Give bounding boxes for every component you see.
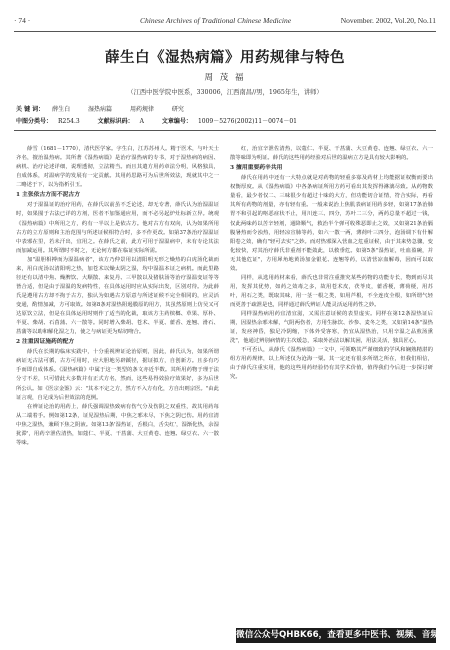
issue-date: November. 2002, Vol.20, No.11 xyxy=(340,16,436,25)
section-heading: 3 擅用重要药辛共用 xyxy=(230,165,283,172)
body-paragraph: 同样，从选用药材来看，薛氏也非常注重推究某些药物的功能专长，物到而尽其用，发挥其优势，如药之效毒之多，故用苍术皮，茯苓皮，藿香梗，薄荷梗，用苏叶，用石之类，既取其味，用一茎一根之类，如用芦根，不全连皮全根，如所谓气轻而更善于疏泄是也，同样通过薛氏辨证人能灵活运用药性之妙。 xyxy=(230,274,433,308)
running-header xyxy=(14,16,436,30)
page-number: · 74 · xyxy=(14,16,31,25)
keywords-line xyxy=(16,104,436,113)
section-heading: 1 主张依古方而不泥古方 xyxy=(16,192,81,199)
keyword: 薛生白 xyxy=(52,106,71,113)
section-heading: 2 注重因证施药的配方 xyxy=(16,339,75,346)
body-paragraph: 薛氏在长期的临床实践中，十分重视辨证论治原则，因此，薛氏认为，如果所谓病证无古法可循，古方可用时，应大胆地另辟蹊径，据证拟方，自创新方。且多有巧手而即自成体系。《湿热病篇》中属于这一类型的条文亦近半数。其所用药物于理于法分寸不差，只可惜此大多数并有正式方名，然而，这些易得效验疗效果好，多为后世所公认。如《医宗金鉴》云："其本不定之方，然方不入方有化，方自出则宗医。"由此证言观，自足成为后世效法的范例。 xyxy=(16,349,219,401)
keyword: 研究 xyxy=(171,106,184,113)
body-paragraph: 红，治宜辛泄佐清热，以蔻仁、半夏、干菖蒲、大豆黄卷、连翘、绿豆衣、六一散等味即为明证。薛氏的这些用药经验对后世的温病立方是具有较大影响的。 xyxy=(230,146,433,162)
keywords-label: 关 键 词： xyxy=(16,106,45,113)
classification-line xyxy=(16,116,436,125)
body-paragraph: 加"温胆相搏而为湿温病者"，该方乃仲景用以清阳明无形之燥热的白虎汤化裁而来，用白虎汤以清阳明之热，加苍术以燥太阴之湿，均中湿温本证之病机。而此里路径还有以清中焦、燥脾饮、大顺散、来复丹、三甲散以及猪肤汤等治疗湿温变证等等皆合适，但是由于湿温的发病特性，在具体运用时应从实际出发，区别对待。为此薛氏是遵用古方却不拘于古方，独认为如遇古方原意与所述证候不完全相同的，应灵活变通，酌情加减，方可取效。如第8条对湿热阻遏膜原的用方，其虽然原则上仿吴又可达原饮立法，但是在具体运用时则作了适当的化裁，取该方主药槟榔、草果、厚朴、半夏、柴胡、石菖蒲、六一散等。同时增入柴胡、苍术、半夏、藿香、连翘、滑石、菖蒲等以助和解化湿之力，使之与病证更为贴切吻合。 xyxy=(16,256,219,336)
left-column xyxy=(16,145,219,448)
meta-rule xyxy=(14,130,436,131)
body-paragraph: 不可否认，从薛氏《湿热病篇》一文中，可领略其严谨细致的学风和娴熟精湛的组方用药规律，以上所述仅为沧海一粟。其一定还有很多所谓之所在，但我们相信，由于薛氏注重实用，他的这些用药经验仍有其学术价值，值得我们今后进一步探讨研究。 xyxy=(230,347,433,381)
header-rule xyxy=(14,31,436,32)
wechat-banner: 微信公众号QHBK66，查看更多中医书、视频、音频 xyxy=(236,628,436,643)
body-paragraph: 薛雪（1681－1770），清代医学家。字生白，江苏苏州人。精于医术，与叶天士齐名，擅治温热病。其所著《湿热病篇》是治疗湿热病的专书，对于湿热病的病因、病机、治疗论述详细，说理透彻，立法精当。而且其遣方用药章法分明，风格独具，自成体系，对温病学的发展有一定贡献。其用药思路可为后世所效法，现就其中之一二略述于下，以为指析引玉。 xyxy=(16,146,219,189)
right-column xyxy=(230,145,433,382)
author-affiliation: （江西中医学院中医系，330006，江西南昌//男，1965年生，讲师） xyxy=(127,89,323,96)
article-author: 周 茂 福 xyxy=(204,73,246,83)
doc-code-value: A xyxy=(139,118,144,125)
body-paragraph: 对于湿温证的治疗用药，在薛氏以前虽不乏论述，却无专著，薛氏认为治湿温证时，如果囿于古法已详的方剂，医者不加鉴通应用，而不必另起炉灶标新立异。统观《湿热病篇》中所用之方，约有一半以上是依古方。他对古方有双向，认为如果所用古方的立方原则和主治范围与所述证候相符合时，多不作更改。如第37条治疗湿温证中表邪在里，若未汗出，宜用之。在薛氏之前，此方可用于湿温病中，未有专论其法而加减运用。其所谓时不时之，无论何方都在临证实际所需。 xyxy=(16,202,219,254)
article-no-value: 1009－5276(2002)11－0074－01 xyxy=(197,118,297,125)
keyword: 用药规律 xyxy=(129,106,154,113)
body-paragraph: 在辨证论治的用药上，薛氏强调湿热致病有伤气分及伤阴之双重性，故其用药每从二端着手。例如第12条，证见湿热后期，中焦之邪未尽，下焦之阴已伤。用药宜清中焦之湿热，兼顾下焦之阴液。如第13条'湿热证，舌根白，舌尖红'，湿渐化热，余湿犹滞'，用药辛泄佐清热，如蔻仁、半夏、干菖蒲、大豆黄卷、连翘、绿豆衣、六一散等味。 xyxy=(16,403,219,446)
article-title: 薛生白《湿热病篇》用药规律与特色 xyxy=(105,49,345,66)
article-no-label: 文章编号： xyxy=(161,118,192,125)
body-paragraph: 同样湿热病用药宜清宜滋，又需注意证候的表里虚实。同样在第12条湿热证后期，因湿热余邪未解，气阴两伤者，方用生脉饮、沙参、麦冬之类，又如第14条"湿热证，发痉神昏，独足冷阴缩，下体外受客寒，仍宜从湿热治，只用辛温之品煎汤熏洗"，他通过辨别病情的主次缓急，采取外治法以解其困，用法灵活，独具匠心。 xyxy=(230,311,433,345)
clc-label: 中图分类号： xyxy=(16,118,53,125)
journal-name: Chinese Archives of Traditional Chinese Medicine xyxy=(140,16,292,25)
doc-code-label: 文献标识码： xyxy=(97,118,134,125)
body-paragraph: 薛氏在用药中还有一大特点就是对药物的轻重多寡及药材上均能据证权衡而要出权衡厚度。从《湿热病篇》中各条病证所用方药可看出其发挥得淋漓尽致。从药物数量看，最少者仅二、三味很少有超过十味的大方，但功能切合证情，符合实际，再看其所有药物的剂量，亦有轻有重。一般来说治上焦肌表病证用药多轻，如第17条治肺胃不和引起的呕恶症状不止，用川连三、四分，苏叶二三分，两药总量不超过一钱，仅此两味药以苦辛轻剂，通降顺气，救治半个弹可收殊恶即止之效，又如第21条治膈腹暑热而令浊热，用轻凉宣肺等药，如六一散一两，薄荷叶三四分，泡汤调下有什解阳卷之效，确有"轻可去实"之妙。而对热邪深入营血之危重证候，由于其来势急骤，变化较快，对其治疗薛氏非重剂不能敛此，以救垂危。如第5条"湿热证，吐血盈碗，并无其他危证"，方用犀角地黄汤加金银花、连翘等药，以清营凉血解毒，因而可以取效。 xyxy=(230,175,433,272)
clc-value: R254.3 xyxy=(58,118,80,125)
keyword: 湿热病篇 xyxy=(88,106,113,113)
